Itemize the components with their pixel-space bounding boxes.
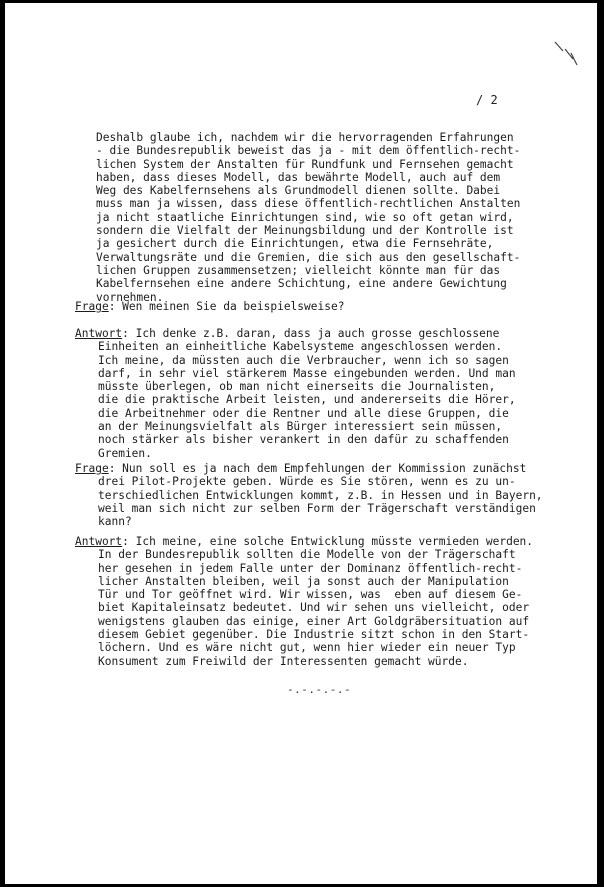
answer-text: Ich meine, eine solche Entwicklung müsste vermieden werden. [135, 535, 534, 548]
intro-line: Deshalb glaube ich, nachdem wir die hervorragenden Erfahrungen [96, 131, 514, 144]
answer-line: licher Anstalten bleiben, weil ja sonst auch der Manipulation [98, 574, 509, 588]
answer-block: Antwort: Ich denke z.B. daran, dass ja auch grosse geschlossene Einheiten an einheitliche Kabelsysteme angeschlossen werden. Ich meine, da müssten auch die Verbraucher, wenn ich so sagen darf, in sehr viel stärkerem Masse eingebunden werden. Und man müsste überlegen, ob man nicht einerseits die Journalisten, die die praktische Arbeit leisten, und andererseits die Hörer, die Arbeitnehmer oder die Rentner und alle diese Gruppen, die an der Meinungsvielfalt als Bürger interessiert sein müssen, noch stärker als bisher verankert in den dafür zu schaffenden Gremien. [75, 327, 585, 460]
intro-line: muss man ja wissen, dass diese öffentlich-rechtlichen Anstalten [96, 197, 521, 211]
answer-line: darf, in sehr viel stärkerem Masse eingebunden werden. Und man [98, 366, 516, 380]
answer-line: noch stärker als bisher verankert in den dafür zu schaffenden [98, 433, 509, 447]
answer-line: löchern. Und es wäre nicht gut, wenn hier wieder ein neuer Typ [98, 641, 516, 655]
intro-line: Verwaltungsräte und die Gremien, die sich aus den gesellschaft- [96, 250, 521, 264]
intro-line: haben, dass dieses Modell, das bewährte Modell, auch auf dem [96, 170, 501, 184]
answer-line: wenigstens glauben das einige, einer Art Goldgräbersituation auf [98, 614, 530, 628]
answer-line: Gremien. [98, 446, 152, 460]
question-block: Frage: Nun soll es ja nach dem Empfehlungen der Kommission zunächst drei Pilot-Projekte geben. Würde es Sie stören, wenn es zu un- terschiedlichen Entwicklungen kommt, z.B. in Hessen und in Bayern, weil man sich nicht zur selben Form der Trägerschaft verständigen kann? [75, 462, 585, 528]
answer-line: Tür und Tor geöffnet wird. Wir wissen, was eben auf diesem Ge- [98, 588, 523, 602]
pen-mark-icon [553, 39, 579, 67]
question-line: drei Pilot-Projekte geben. Würde es Sie stören, wenn es zu un- [98, 475, 516, 489]
question-line: kann? [98, 515, 132, 529]
document-page [5, 3, 597, 884]
question-text: Nun soll es ja nach dem Empfehlungen der Kommission zunächst [122, 462, 527, 475]
intro-line: vornehmen. [96, 290, 164, 304]
question-line: weil man sich nicht zur selben Form der Trägerschaft verständigen [98, 501, 536, 515]
intro-line: sondern die Vielfalt der Meinungsbildung und der Kontrolle ist [96, 224, 514, 238]
page-number: / 2 [476, 93, 498, 107]
answer-label: Antwort [75, 535, 123, 548]
answer-line: Einheiten an einheitliche Kabelsysteme angeschlossen werden. [98, 340, 503, 354]
question-block: Frage: Wen meinen Sie da beispielsweise? [75, 300, 345, 313]
end-separator: -.-.-.-.- [287, 683, 352, 696]
intro-line: Kabelfernsehen eine andere Schichtung, eine andere Gewichtung [96, 277, 507, 291]
answer-line: die die praktische Arbeit leisten, und andererseits die Hörer, [98, 393, 516, 407]
answer-line: biet Kapitaleinsatz bedeutet. Und wir sehen uns vielleicht, oder [98, 601, 530, 615]
answer-label: Antwort [75, 327, 123, 340]
intro-line: ja nicht staatliche Einrichtungen sind, wie so oft getan wird, [96, 210, 514, 224]
intro-line: ja gesichert durch die Einrichtungen, etwa die Fernsehräte, [96, 237, 494, 251]
answer-line: her gesehen in jedem Falle unter der Dominanz öffentlich-recht- [98, 561, 523, 575]
intro-paragraph [96, 131, 576, 304]
answer-line: müsste überlegen, ob man nicht einerseits die Journalisten, [98, 380, 496, 394]
answer-line: diesem Gebiet gegenüber. Die Industrie sitzt schon in den Start- [98, 628, 530, 642]
answer-line: die Arbeitnehmer oder die Rentner und alle diese Gruppen, die [98, 406, 509, 420]
question-text: Wen meinen Sie da beispielsweise? [122, 300, 345, 313]
answer-block: Antwort: Ich meine, eine solche Entwicklung müsste vermieden werden. In der Bundesrepublik sollten die Modelle von der Trägerschaft her gesehen in jedem Falle unter der Dominanz öffentlich-recht- licher Anstalten bleiben, weil ja sonst auch der Manipulation Tür und Tor geöffnet wird. Wir wissen, was eben auf diesem Ge- biet Kapitaleinsatz bedeutet. Und wir sehen uns vielleicht, oder wenigstens glauben das einige, einer Art Goldgräbersituation auf diesem Gebiet gegenüber. Die Industrie sitzt schon in den Start- löchern. Und es wäre nicht gut, wenn hier wieder ein neuer Typ Konsument zum Freiwild der Interessenten gemacht würde. [75, 535, 585, 668]
question-label: Frage [75, 300, 109, 313]
intro-line: lichen Gruppen zusammensetzen; vielleicht könnte man für das [96, 263, 501, 277]
answer-text: Ich denke z.B. daran, dass ja auch grosse geschlossene [135, 327, 500, 340]
question-label: Frage [75, 462, 109, 475]
answer-line: an der Meinungsvielfalt als Bürger interessiert sein müssen, [98, 420, 503, 434]
intro-line: lichen System der Anstalten für Rundfunk und Fernsehen gemacht [96, 157, 514, 171]
intro-line: Weg des Kabelfernsehens als Grundmodell dienen sollte. Dabei [96, 184, 501, 198]
answer-line: Konsument zum Freiwild der Interessenten gemacht würde. [98, 654, 469, 668]
intro-line: - die Bundesrepublik beweist das ja - mit dem öffentlich-recht- [96, 144, 521, 158]
answer-line: In der Bundesrepublik sollten die Modelle von der Trägerschaft [98, 548, 516, 562]
answer-line: Ich meine, da müssten auch die Verbraucher, wenn ich so sagen [98, 353, 509, 367]
question-line: terschiedlichen Entwicklungen kommt, z.B. in Hessen und in Bayern, [98, 488, 543, 502]
